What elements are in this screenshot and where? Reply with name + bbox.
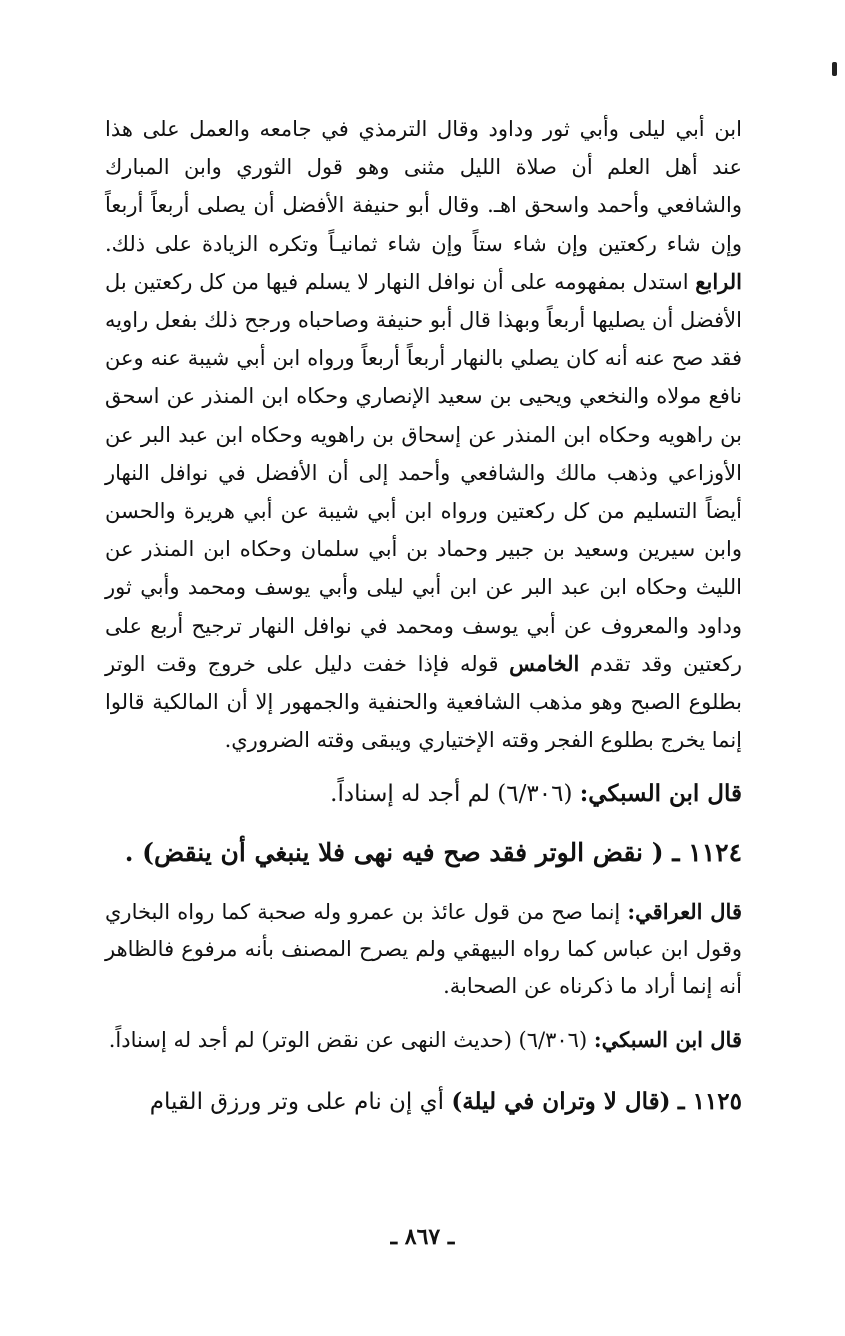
fourth-text: استدل بمفهومه على أن نوافل النهار لا يسلم فيها من كل ركعتين بل الأفضل أن يصليها أربعاً وبهذا قال أبو حنيفة وصاحباه ورجح ذلك بفعل راويه فقد صح عنه أنه كان يصلي بالنهار أربعاً أربعاً ورواه ابن أبي شيبة عنه وعن نافع مولاه والنخعي ويحيى بن سعيد الإنصاري وحكاه ابن المنذر عن اسحق بن راهويه وحكاه ابن المنذر عن إسحاق بن راهويه وحكاه ابن عبد البر عن الأوزاعي وذهب مالك والشافعي وأحمد إلى أن الأفضل في نوافل النهار أيضاً التسليم من كل ركعتين ورواه ابن أبي شيبة عن أبي هريرة والحسن وابن سيرين وسعيد بن جبير وحماد بن أبي سلمان وحكاه ابن المنذر عن الليث وحكاه ابن عبد البر عن ابن أبي ليلى وأبي يوسف ومحمد وأبي ثور وداود والمعروف عن أبي يوسف ومحمد في نوافل النهار ترجيح أربع على ركعتين وقد تقدم: [105, 269, 742, 676]
entry-1125-text: (قال لا وتران في ليلة): [451, 1088, 671, 1116]
iraqi-note: [105, 893, 742, 1005]
page-edge-mark: [832, 62, 837, 76]
fourth-label: الرابع: [695, 268, 742, 294]
note1-text: (٦/٣٠٦) لم أجد له إسناداً.: [330, 781, 573, 808]
iraqi-label: قال العراقي:: [627, 899, 742, 925]
entry-1124: [105, 833, 742, 873]
ibn-subki-note-2: [105, 1021, 742, 1059]
note2-text: (٦/٣٠٦) (حديث النهى عن نقض الوتر) لم أجد له إسناداً.: [108, 1028, 588, 1053]
entry-1125-number: ١١٢٥ ـ: [677, 1088, 742, 1116]
entry-1124-text: ( نقض الوتر فقد صح فيه نهى فلا ينبغي أن ينقض) .: [124, 838, 664, 868]
ibn-subki-note-1: [105, 775, 742, 813]
iraqi-text: إنما صح من قول عائذ بن عمرو وله صحبة كما رواه البخاري وقول ابن عباس كما رواه البيهقي ولم يصرح المصنف بأنه مرفوع فالظاهر أنه إنما أراد ما ذكرناه عن الصحابة.: [105, 900, 742, 999]
entry-1125: [105, 1083, 742, 1121]
note2-label: قال ابن السبكي:: [593, 1027, 742, 1053]
main-paragraph: [105, 110, 742, 759]
note1-label: قال ابن السبكي:: [579, 780, 742, 808]
main-text: ابن أبي ليلى وأبي ثور وداود وقال الترمذي في جامعه والعمل على هذا عند أهل العلم أن صلاة الليل مثنى وهو قول الثوري وابن المبارك والشافعي وأحمد واسحق اهـ. وقال أبو حنيفة الأفضل أن يصلى أربعاً أربعاً وإن شاء ركعتين وإن شاء ستاً وإن شاء ثمانيـاً وتكره الزيادة على ذلك.: [105, 117, 742, 256]
fifth-label: الخامس: [509, 650, 580, 676]
entry-1125-tail: أي إن نام على وتر ورزق القيام: [149, 1089, 445, 1116]
fifth-text: قوله فإذا خفت دليل على خروج وقت الوتر بطلوع الصبح وهو مذهب الشافعية والحنفية والجمهور إلا أن المالكية قالوا إنما يخرج بطلوع الفجر وقته الإختياري ويبقى وقته الضروري.: [105, 651, 742, 753]
entry-1124-number: ١١٢٤ ـ: [672, 838, 742, 868]
page-number: ـ ٨٦٧ ـ: [390, 1224, 455, 1250]
